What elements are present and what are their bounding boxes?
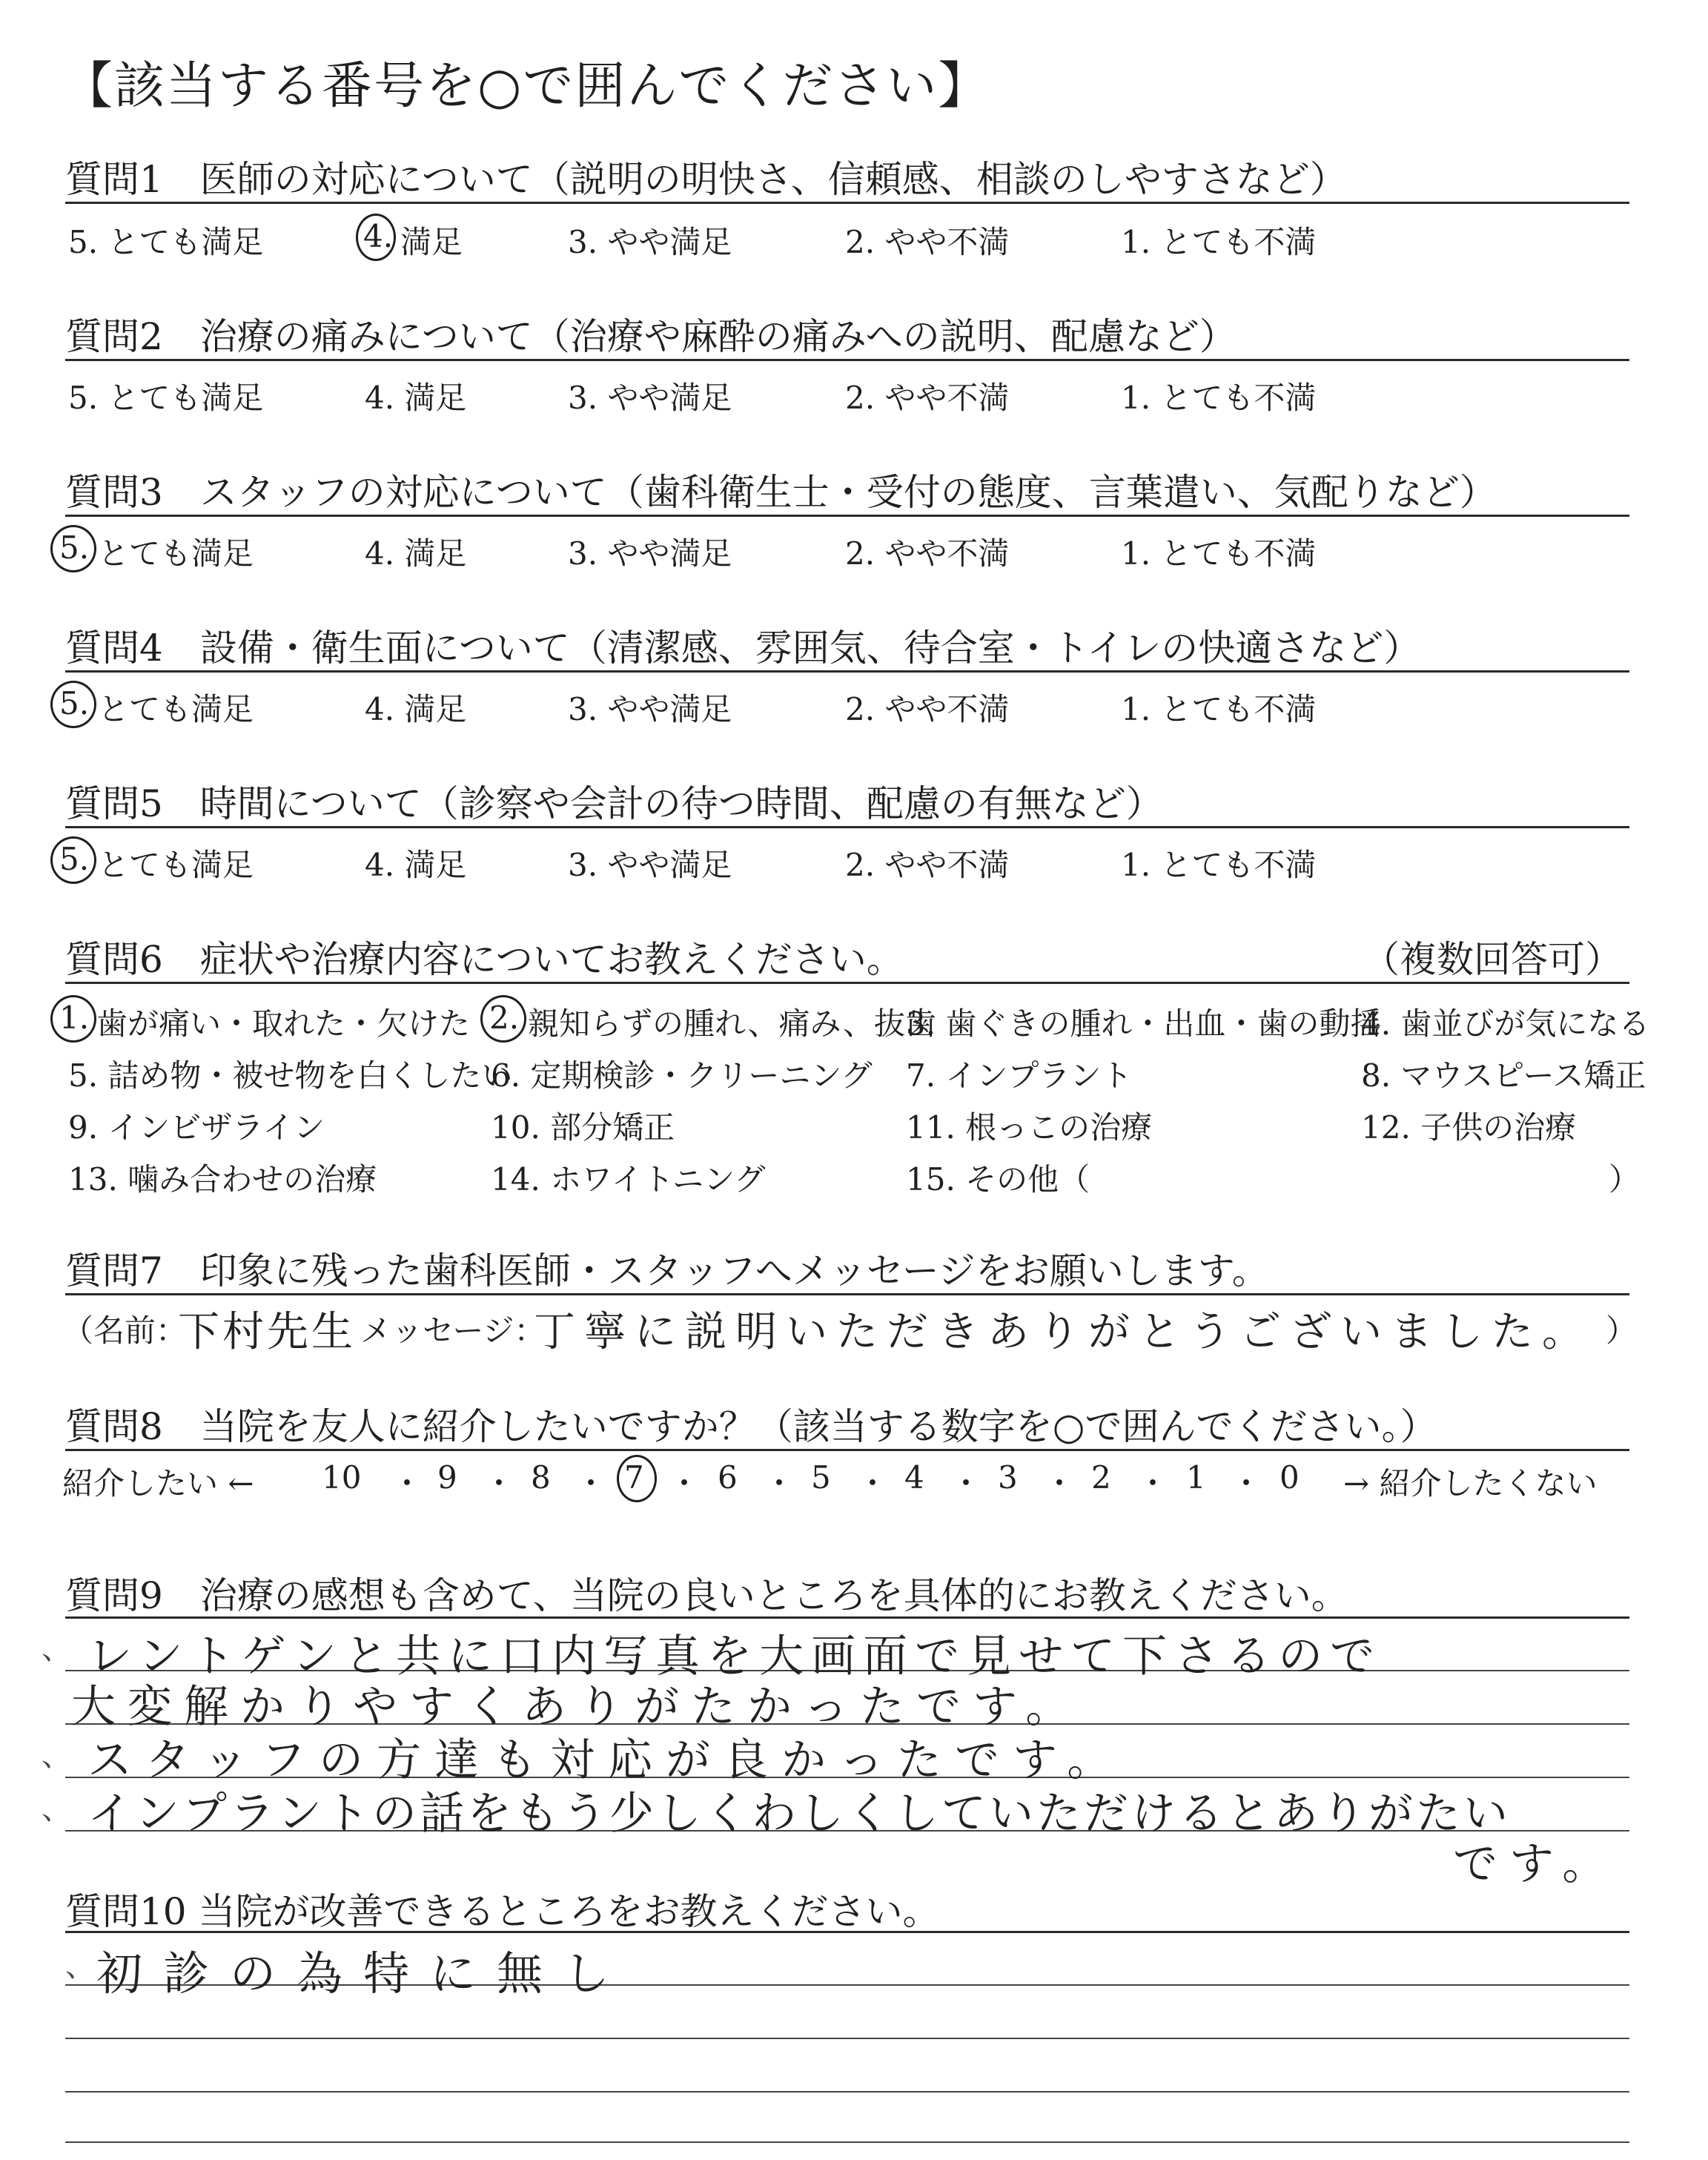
q6-item-8[interactable]: 8. マウスピース矯正 [1361, 1057, 1646, 1094]
q6-item-3[interactable]: 3. 歯ぐきの腫れ・出血・歯の動揺 [906, 1005, 1382, 1042]
q10-answer-line-1[interactable]: 初診の為特に無し [96, 1946, 631, 2001]
q10-bullet: 、 [65, 1949, 95, 1984]
question-10-title: 質問10 当院が改善できるところをお教えください。 [65, 1890, 940, 1933]
q8-dot: ・ [483, 1465, 515, 1502]
q6-item-7[interactable]: 7. インプラント [906, 1057, 1133, 1094]
q1-option-3[interactable]: 3. やや満足 [568, 224, 732, 260]
question-2-title: 質問2 治療の痛みについて（治療や麻酔の痛みへの説明、配慮など） [65, 315, 1237, 358]
q6-item-1-circled[interactable]: 1. [59, 1000, 90, 1036]
q9-answer-line-3[interactable]: スタッフの方達も対応が良かったです。 [87, 1734, 1125, 1786]
q4-option-4[interactable]: 4. 満足 [365, 691, 467, 727]
q8-score-9[interactable]: 9 [437, 1459, 457, 1496]
q6-item-1-label: 歯が痛い・取れた・欠けた [96, 1005, 471, 1042]
q7-close-paren: ） [1606, 1312, 1638, 1349]
question-2-rule [65, 359, 1629, 361]
q8-score-8[interactable]: 8 [531, 1459, 551, 1496]
q1-option-4-circled[interactable]: 4. [363, 218, 394, 254]
question-1-title: 質問1 医師の対応について（説明の明快さ、信頼感、相談のしやすさなど） [65, 158, 1347, 201]
q8-dot: ・ [857, 1465, 889, 1502]
question-4-rule [65, 670, 1629, 673]
question-10-rule-3 [65, 2038, 1629, 2039]
question-10-rule-4 [65, 2091, 1629, 2093]
question-10-rule-1 [65, 1931, 1629, 1933]
q6-item-15-close-paren: ） [1609, 1161, 1641, 1198]
q8-dot: ・ [669, 1465, 701, 1502]
q6-item-2-circled[interactable]: 2. [489, 1000, 520, 1036]
q6-item-14[interactable]: 14. ホワイトニング [491, 1161, 766, 1198]
question-10-rule-5 [65, 2141, 1629, 2143]
q2-option-2[interactable]: 2. やや不満 [845, 380, 1010, 416]
q6-item-10[interactable]: 10. 部分矯正 [491, 1109, 675, 1146]
q3-option-2[interactable]: 2. やや不満 [845, 535, 1010, 572]
q8-score-6[interactable]: 6 [718, 1459, 738, 1496]
question-5-rule [65, 826, 1629, 828]
q6-item-11[interactable]: 11. 根っこの治療 [906, 1109, 1153, 1146]
question-3-rule [65, 515, 1629, 517]
q4-option-1[interactable]: 1. とても不満 [1121, 691, 1317, 727]
question-3-title: 質問3 スタッフの対応について（歯科衛生士・受付の態度、言葉遣い、気配りなど） [65, 471, 1497, 514]
q2-option-5[interactable]: 5. とても満足 [68, 380, 264, 416]
q8-left-label: 紹介したい ← [62, 1465, 254, 1502]
q9-bullet: 、 [42, 1739, 71, 1773]
q5-option-5-circled[interactable]: 5. [59, 841, 90, 877]
q5-option-3[interactable]: 3. やや満足 [568, 847, 732, 883]
q8-dot: ・ [575, 1465, 607, 1502]
q9-bullet: 、 [42, 1792, 71, 1826]
question-6-note: （複数回答可） [1363, 938, 1622, 981]
q8-score-10[interactable]: 10 [322, 1459, 362, 1496]
q4-option-5-label: とても満足 [98, 691, 254, 727]
q6-item-15[interactable]: 15. その他（ [906, 1161, 1090, 1198]
q1-option-2[interactable]: 2. やや不満 [845, 224, 1010, 260]
question-8-title: 質問8 当院を友人に紹介したいですか？（該当する数字を○で囲んでください。） [65, 1405, 1437, 1448]
question-9-title: 質問9 治療の感想も含めて、当院の良いところを具体的にお教えください。 [65, 1574, 1348, 1617]
q6-item-13[interactable]: 13. 噛み合わせの治療 [68, 1161, 377, 1198]
q8-dot: ・ [950, 1465, 982, 1502]
q7-message-label: メッセージ： [360, 1312, 546, 1349]
q9-bullet: 、 [42, 1632, 71, 1666]
q3-option-3[interactable]: 3. やや満足 [568, 535, 732, 572]
q8-score-1[interactable]: 1 [1186, 1459, 1206, 1496]
q4-option-3[interactable]: 3. やや満足 [568, 691, 732, 727]
q1-option-5[interactable]: 5. とても満足 [68, 224, 264, 260]
q6-item-5[interactable]: 5. 詰め物・被せ物を白くしたい [68, 1057, 513, 1094]
question-4-title: 質問4 設備・衛生面について（清潔感、雰囲気、待合室・トイレの快適さなど） [65, 627, 1421, 670]
q5-option-1[interactable]: 1. とても不満 [1121, 847, 1317, 883]
q8-dot: ・ [1137, 1465, 1169, 1502]
q4-option-5-circled[interactable]: 5. [59, 685, 90, 721]
q9-answer-line-2[interactable]: 大変解かりやすくありがたかったです。 [71, 1681, 1082, 1733]
q3-option-5-label: とても満足 [98, 535, 254, 572]
q8-score-2[interactable]: 2 [1091, 1459, 1111, 1496]
q3-option-1[interactable]: 1. とても不満 [1121, 535, 1317, 572]
q8-score-5[interactable]: 5 [811, 1459, 831, 1496]
q7-name-value[interactable]: 下村先生 [178, 1308, 356, 1356]
question-5-title: 質問5 時間について（診察や会計の待つ時間、配慮の有無など） [65, 782, 1163, 825]
q2-option-1[interactable]: 1. とても不満 [1121, 380, 1317, 416]
q8-score-0[interactable]: 0 [1280, 1459, 1300, 1496]
q8-dot: ・ [1231, 1465, 1262, 1502]
q1-option-1[interactable]: 1. とても不満 [1121, 224, 1317, 260]
q6-item-2-label: 親知らずの腫れ、痛み、抜歯 [528, 1005, 937, 1042]
q5-option-5-label: とても満足 [98, 847, 254, 883]
q8-score-4[interactable]: 4 [904, 1459, 924, 1496]
q4-option-2[interactable]: 2. やや不満 [845, 691, 1010, 727]
q2-option-3[interactable]: 3. やや満足 [568, 380, 732, 416]
q9-answer-line-1[interactable]: レントゲンと共に口内写真を大画面で見せて下さるので [87, 1631, 1383, 1682]
q2-option-4[interactable]: 4. 満足 [365, 380, 467, 416]
question-7-title: 質問7 印象に残った歯科医師・スタッフへメッセージをお願いします。 [65, 1249, 1269, 1292]
q8-score-7-circled[interactable]: 7 [624, 1459, 644, 1496]
q5-option-2[interactable]: 2. やや不満 [845, 847, 1010, 883]
q9-answer-line-5[interactable]: です。 [1453, 1838, 1619, 1890]
q7-message-value[interactable]: 丁寧に説明いただきありがとうございました。 [534, 1308, 1592, 1356]
q6-item-12[interactable]: 12. 子供の治療 [1361, 1109, 1577, 1146]
q8-right-label: → 紹介したくない [1343, 1465, 1598, 1502]
question-9-rule-1 [65, 1616, 1629, 1619]
q6-item-4[interactable]: 4. 歯並びが気になる [1361, 1005, 1650, 1042]
q6-item-6[interactable]: 6. 定期検診・クリーニング [491, 1057, 873, 1094]
question-8-rule [65, 1449, 1629, 1451]
q8-score-3[interactable]: 3 [998, 1459, 1018, 1496]
question-6-title: 質問6 症状や治療内容についてお教えください。 [65, 938, 904, 981]
page-header: 【該当する番号を○で囲んでください】 [62, 57, 990, 116]
q9-answer-line-4[interactable]: インプラントの話をもう少しくわしくしていただけるとありがたい [87, 1788, 1511, 1840]
q8-dot: ・ [764, 1465, 795, 1502]
question-7-rule [65, 1293, 1629, 1295]
question-1-rule [65, 202, 1629, 204]
q5-option-4[interactable]: 4. 満足 [365, 847, 467, 883]
q8-dot: ・ [391, 1465, 423, 1502]
question-6-rule [65, 982, 1629, 984]
q3-option-5-circled[interactable]: 5. [59, 529, 90, 566]
q3-option-4[interactable]: 4. 満足 [365, 535, 467, 572]
q1-option-4-label: 満足 [400, 224, 463, 260]
q7-name-label: （名前： [62, 1312, 188, 1349]
q6-item-9[interactable]: 9. インビザライン [68, 1109, 325, 1146]
q8-dot: ・ [1044, 1465, 1076, 1502]
